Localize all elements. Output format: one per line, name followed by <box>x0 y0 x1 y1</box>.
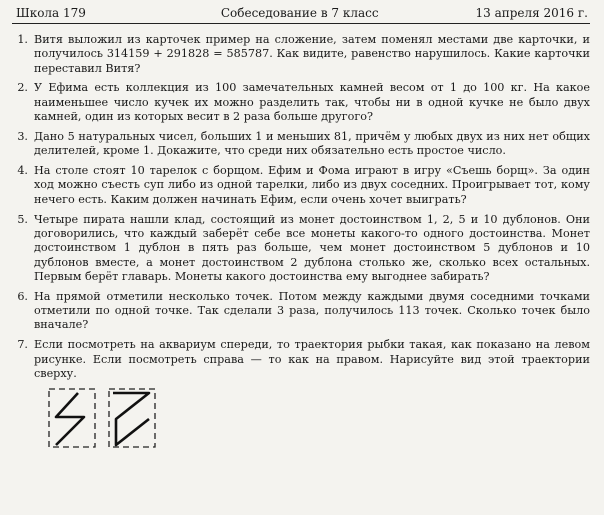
problem-7 <box>12 338 590 381</box>
problem-4 <box>12 164 590 207</box>
problem-6 <box>12 290 590 333</box>
problem-text: Витя выложил из карточек пример на сложение, затем поменял местами две карточки, и получилось 314159 + 291828 = 585787. Как видите, равенство нарушилось. Какие карточки переставил Витя? <box>34 33 590 75</box>
front-view-path <box>56 393 84 445</box>
problem-text: У Ефима есть коллекция из 100 замечательных камней весом от 1 до 100 кг. На какое наименьшее число кучек их можно разделить так, чтобы ни в одной кучке не было двух камней, один из которых весит в 2 раза больше другого? <box>34 81 590 124</box>
page-title: Собеседование в 7 класс <box>220 6 379 20</box>
problem-text: Если посмотреть на аквариум спереди, то траектория рыбки такая, как показано на левом рисунке. Если посмотреть справа — то как на правом. Нарисуйте вид этой траектории сверху. <box>34 338 590 380</box>
problem-3 <box>12 130 590 159</box>
side-view-path <box>113 393 149 445</box>
problem-text: Дано 5 натуральных чисел, больших 1 и меньших 81, причём у любых двух из них нет общих делителей, кроме 1. Докажите, что среди них обязательно есть простое число. <box>34 129 590 158</box>
school-name: Школа 179 <box>16 6 86 20</box>
problem-text: Четыре пирата нашли клад, состоящий из монет достоинством 1, 2, 5 и 10 дублонов. Они договорились, что каждый заберёт себе все монеты какого-то одного достоинства. Монет достоинством 1 дублон в пять раз больше, чем монет достоинством 5 дублонов и 10 дублонов вместе, а монет достоинством 2 дублона столько же, сколько всех остальных. Первым берёт главарь. Монеты какого достоинства ему выгоднее забирать? <box>34 212 590 283</box>
problem-number: 3. <box>17 129 28 143</box>
problem-5 <box>12 213 590 284</box>
front-view-figure <box>46 387 98 451</box>
problem-number: 6. <box>17 289 28 303</box>
problem-text: На прямой отметили несколько точек. Потом между каждыми двумя соседними точками отметили по одной точке. Так сделали 3 раза, получилось 113 точек. Сколько точек было вначале? <box>34 289 590 332</box>
problem-1 <box>12 33 590 76</box>
problem-number: 4. <box>17 164 28 178</box>
problem-number: 2. <box>17 81 28 95</box>
problem-2 <box>12 81 590 124</box>
problem-number: 5. <box>17 212 28 226</box>
aquarium-figures <box>46 387 590 451</box>
header-rule <box>12 23 590 24</box>
page-header <box>12 6 590 20</box>
problem-number: 7. <box>17 338 28 352</box>
problem-number: 1. <box>17 33 28 46</box>
side-view-figure <box>106 387 158 451</box>
problem-text: На столе стоят 10 тарелок с борщом. Ефим и Фома играют в игру «Съешь борщ». За один ход можно съесть суп либо из одной тарелки, либо из двух соседних. Проигрывает тот, кому нечего есть. Каким должен начинать Ефим, если очень хочет выиграть? <box>34 164 590 206</box>
problem-list <box>12 33 590 381</box>
date: 13 апреля 2016 г. <box>475 6 588 20</box>
